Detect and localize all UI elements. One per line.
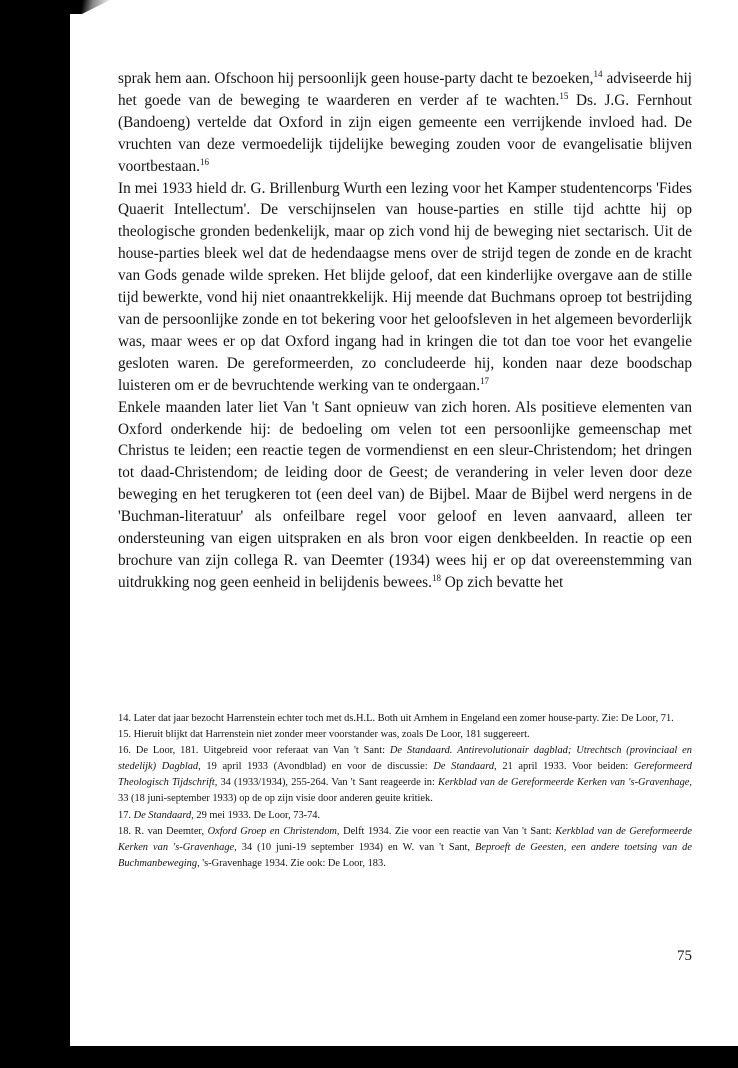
- paragraph-3: [118, 397, 692, 594]
- footnote-text: 34 (1933/1934), 255-264. Van 't Sant reageerde in:: [217, 777, 439, 789]
- footnote-title: De Standaard,: [433, 761, 497, 773]
- footnotes: [118, 711, 692, 872]
- footnote-text: 29 mei 1933. De Loor, 73-74.: [193, 809, 321, 821]
- page-number: 75: [677, 948, 692, 964]
- footnote-text: 17.: [118, 809, 134, 821]
- footnote-text: Delft 1934. Zie voor een reactie van Van 't Sant:: [339, 825, 556, 837]
- footnote-title: Beproeft de Geesten, een andere toetsing van de Buchmanbeweging,: [118, 841, 692, 869]
- footnote-text: 16. De Loor, 181. Uitgebreid voor referaat van Van 't Sant:: [118, 745, 390, 757]
- footnote-ref-16[interactable]: 16: [199, 156, 209, 167]
- footnote-text: 21 april 1933. Voor beiden:: [496, 761, 634, 773]
- text-run: In mei 1933 hield dr. G. Brillenburg Wurth een lezing voor het Kamper studentencorps 'Fides Quaerit Intellectum'. De verschijnselen van house-parties en stille tijd achtte hij op theologische gronden bedenkelijk, maar op zich vond hij de beweging niet sectarisch. Uit de house-parties bleek wel dat de hedendaagse mens over de strijd tegen de zonde en de kracht van Gods genade wilde spreken. Het blijde geloof, dat een kinderlijke overgave aan de stille tijd bewerkte, vond hij niet onaantrekkelijk. Hij meende dat Buchmans oproep tot bestrijding van de persoonlijke zonde en tot bekering voor het geloofsleven in het algemeen bevorderlijk was, maar wees er op dat Oxford ingang had in kringen die tot dan toe voor het evangelie gesloten waren. De gereformeerden, zo concludeerde hij, konden naar deze boodschap luisteren om er de bevruchtende werking van te ondergaan.: [118, 179, 692, 394]
- footnote-17: [118, 808, 692, 824]
- footnote-title: Gereformeerd Theologisch Tijdschrift,: [118, 761, 692, 789]
- text-run: Ds. J.G. Fernhout (Bandoeng) vertelde dat Oxford in zijn eigen gemeente een verrijkende invloed had. De vruchten van deze vermoedelijk tijdelijke beweging zouden voor de evangelisatie blijven voortbestaan.: [118, 91, 692, 175]
- main-text: [118, 68, 692, 594]
- footnote-15: [118, 727, 692, 743]
- footnote-ref-14[interactable]: 14: [593, 69, 603, 79]
- scan-corner-mark: [70, 0, 110, 14]
- text-run: Enkele maanden later liet Van 't Sant opnieuw van zich horen. Als positieve elementen van Oxford onderkende hij: de bedoeling om velen tot een persoonlijke gemeenschap met Christus te leiden; een reactie tegen de vormendienst en een sleur-Christendom; het dringen tot daad-Christendom; de leiding door de Geest; de verandering in veler leven door deze beweging en het terugkeren tot (een deel van) de Bijbel. Maar de Bijbel werd nergens in de 'Buchman-literatuur' als onfeilbare regel voor geloof en leven aanvaard, alleen ter ondersteuning van eigen uitspraken en als bron voor eigen denkbeelden. In reactie op een brochure van zijn collega R. van Deemter (1934) wees hij er op dat overeenstemming van uitdrukking nog geen eenheid in belijdenis bewees.: [118, 398, 692, 591]
- text-run: Op zich bevatte het: [440, 573, 564, 591]
- footnote-text: 18. R. van Deemter,: [118, 825, 208, 837]
- paragraph-2: [118, 178, 692, 397]
- footnote-ref-17[interactable]: 17: [480, 375, 490, 386]
- footnote-text: 's-Gravenhage 1934. Zie ook: De Loor, 183.: [199, 857, 386, 869]
- footnote-title: Kerkblad van de Gereformeerde Kerken van 's-Gravenhage,: [438, 777, 692, 789]
- footnote-text: 15. Hieruit blijkt dat Harrenstein niet zonder meer voorstander was, zoals De Loor, 181 suggereert.: [118, 729, 530, 741]
- footnote-text: 33 (18 juni-september 1933) op de op zijn visie door anderen geuite kritiek.: [118, 793, 433, 805]
- footnote-text: 19 april 1933 (Avondblad) en voor de discussie:: [200, 761, 434, 773]
- book-page: [70, 0, 738, 1046]
- footnote-14: [118, 711, 692, 727]
- footnote-ref-18[interactable]: 18: [431, 572, 441, 583]
- footnote-16: [118, 743, 692, 807]
- text-run: sprak hem aan. Ofschoon hij persoonlijk geen house-party dacht te bezoeken,: [118, 70, 594, 87]
- footnote-title: Oxford Groep en Christendom,: [207, 825, 340, 837]
- text-run: adviseerde hij het goede van de beweging te waarderen en verder af te wachten.: [118, 70, 693, 109]
- footnote-text: 14. Later dat jaar bezocht Harrenstein echter toch met ds.H.L. Both uit Arnhem in Engeland een zomer house-party. Zie: De Loor, 71.: [118, 713, 674, 724]
- footnote-18: [118, 824, 692, 872]
- footnote-title: De Standaard. Antirevolutionair dagblad; Utrechtsch (provinciaal en stedelijk) Dagblad,: [118, 745, 692, 773]
- footnote-title: Kerkblad van de Gereformeerde Kerken van 's-Gravenhage,: [118, 825, 693, 853]
- footnote-text: 34 (10 juni-19 september 1934) en W. van 't Sant,: [236, 841, 476, 853]
- paragraph-1: [118, 68, 692, 178]
- footnote-ref-15[interactable]: 15: [559, 90, 569, 101]
- footnote-title: De Standaard,: [133, 809, 194, 821]
